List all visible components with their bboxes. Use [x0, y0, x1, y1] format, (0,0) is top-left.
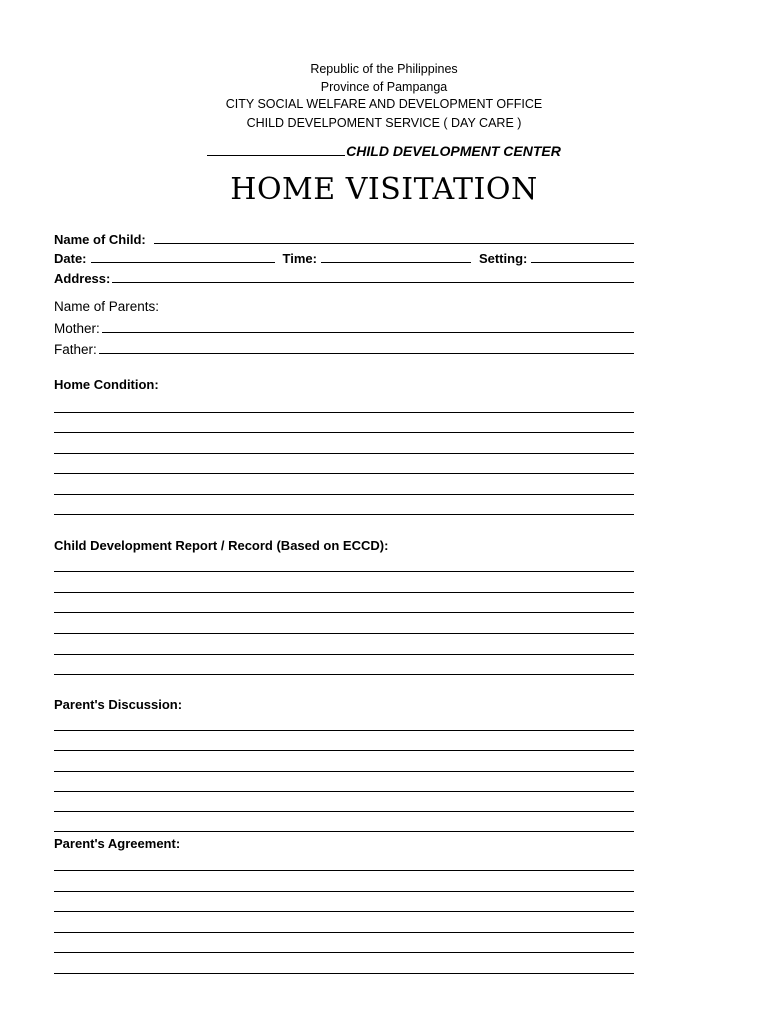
- child-development-report-line[interactable]: [54, 592, 634, 593]
- name-of-parents-label: Name of Parents:: [54, 299, 160, 314]
- center-name-label: CHILD DEVELOPMENT CENTER: [346, 143, 561, 159]
- time-label: Time:: [282, 251, 317, 266]
- child-development-report-label: Child Development Report / Record (Based on ECCD):: [54, 538, 389, 553]
- header-province: Province of Pampanga: [320, 80, 448, 94]
- parents-agreement-line[interactable]: [54, 870, 634, 871]
- parents-agreement-line[interactable]: [54, 952, 634, 953]
- child-development-report-line[interactable]: [54, 674, 634, 675]
- address-field[interactable]: [112, 281, 634, 283]
- header-country: Republic of the Philippines: [310, 62, 458, 76]
- home-condition-line[interactable]: [54, 432, 634, 433]
- parents-discussion-line[interactable]: [54, 811, 634, 812]
- page-title: HOME VISITATION: [230, 172, 538, 207]
- name-of-child-field[interactable]: [154, 242, 634, 244]
- father-row: [54, 339, 634, 357]
- time-field[interactable]: [321, 261, 471, 263]
- parents-discussion-line[interactable]: [54, 730, 634, 731]
- mother-field[interactable]: [102, 331, 634, 333]
- setting-field[interactable]: [531, 261, 634, 263]
- child-development-report-line[interactable]: [54, 612, 634, 613]
- parents-discussion-line[interactable]: [54, 750, 634, 751]
- date-label: Date:: [54, 251, 87, 266]
- name-of-child-row: [54, 229, 634, 247]
- parents-agreement-line[interactable]: [54, 973, 634, 974]
- home-condition-line[interactable]: [54, 514, 634, 515]
- center-name-line: [0, 143, 768, 159]
- name-of-child-label: Name of Child:: [54, 232, 146, 247]
- center-name-blank[interactable]: [207, 143, 345, 156]
- home-condition-line[interactable]: [54, 412, 634, 413]
- home-condition-line[interactable]: [54, 453, 634, 454]
- parents-agreement-line[interactable]: [54, 911, 634, 912]
- date-field[interactable]: [91, 261, 275, 263]
- date-time-setting-row: [54, 248, 634, 266]
- parents-discussion-line[interactable]: [54, 771, 634, 772]
- parents-agreement-line[interactable]: [54, 891, 634, 892]
- home-condition-line[interactable]: [54, 473, 634, 474]
- father-label: Father:: [54, 342, 97, 357]
- child-development-report-line[interactable]: [54, 571, 634, 572]
- parents-discussion-label: Parent's Discussion:: [54, 697, 183, 712]
- header-service: CHILD DEVELPOMENT SERVICE ( DAY CARE ): [246, 116, 522, 130]
- father-field[interactable]: [99, 352, 634, 354]
- header-office: CITY SOCIAL WELFARE AND DEVELOPMENT OFFICE: [225, 97, 543, 111]
- mother-label: Mother:: [54, 321, 100, 336]
- parents-discussion-line[interactable]: [54, 791, 634, 792]
- home-condition-label: Home Condition:: [54, 377, 159, 392]
- address-row: [54, 268, 634, 286]
- child-development-report-line[interactable]: [54, 654, 634, 655]
- address-label: Address:: [54, 271, 111, 286]
- parents-agreement-label: Parent's Agreement:: [54, 836, 181, 851]
- setting-label: Setting:: [478, 251, 528, 266]
- child-development-report-line[interactable]: [54, 633, 634, 634]
- parents-discussion-line[interactable]: [54, 831, 634, 832]
- parents-agreement-line[interactable]: [54, 932, 634, 933]
- home-condition-line[interactable]: [54, 494, 634, 495]
- mother-row: [54, 318, 634, 336]
